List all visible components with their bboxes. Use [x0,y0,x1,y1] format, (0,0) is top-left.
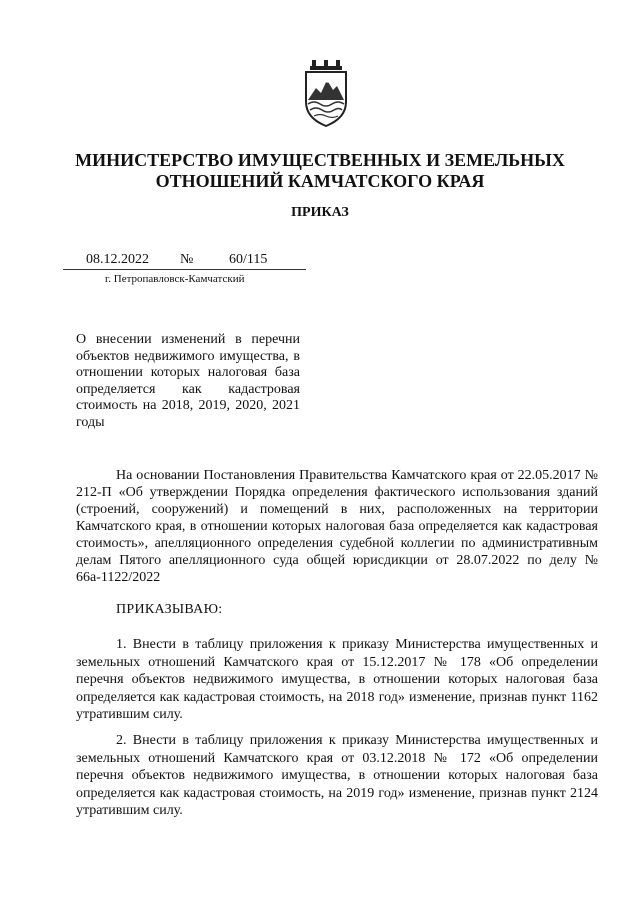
document-type-title: ПРИКАЗ [291,205,349,220]
city-label: г. Петропавловск-Камчатский [105,273,245,285]
order-point-1: 1. Внести в таблицу приложения к приказу Министерства имущественных и земельных отношений Камчатского края от 15.12.2017 № 178 «Об определении перечня объектов недвижимого имущества, в отношении которых налоговая база определяется как кадастровая стоимость, на 2018 год» изменение, признав пункт 1162 утратившим силу. [76,637,598,722]
ministry-title: МИНИСТЕРСТВО ИМУЩЕСТВЕННЫХ И ЗЕМЕЛЬНЫХ ОТНОШЕНИЙ КАМЧАТСКОГО КРАЯ [75,150,565,191]
order-number: 60/115 [229,252,268,267]
order-date: 08.12.2022 [86,252,149,267]
basis-paragraph: На основании Постановления Правительства Камчатского края от 22.05.2017 № 212-П «Об утверждении Порядка определения фактического использования зданий (строений, сооружений) и помещений в них, расположенных на территории Камчатского края, в отношении которых налоговая база определяется как кадастровая стоимость», апелляционного определения судебной коллегии по административным делам Пятого апелляционного суда общей юрисдикции от 28.07.2022 по делу № 66а-1122/2022 [76,468,598,585]
order-subject: О внесении изменений в перечни объектов недвижимого имущества, в отношении которых налоговая база определяется как кадастровая стоимость на 2018, 2019, 2020, 2021 годы [76,332,300,430]
details-underline [63,269,306,270]
coat-of-arms-icon [302,60,350,128]
order-directive: ПРИКАЗЫВАЮ: [116,602,223,617]
number-sign: № [180,252,194,267]
order-point-2: 2. Внести в таблицу приложения к приказу Министерства имущественных и земельных отношений Камчатского края от 03.12.2018 № 172 «Об определении перечня объектов недвижимого имущества, в отношении которых налоговая база определяется как кадастровая стоимость, на 2019 год» изменение, признав пункт 2124 утратившим силу. [76,733,598,818]
